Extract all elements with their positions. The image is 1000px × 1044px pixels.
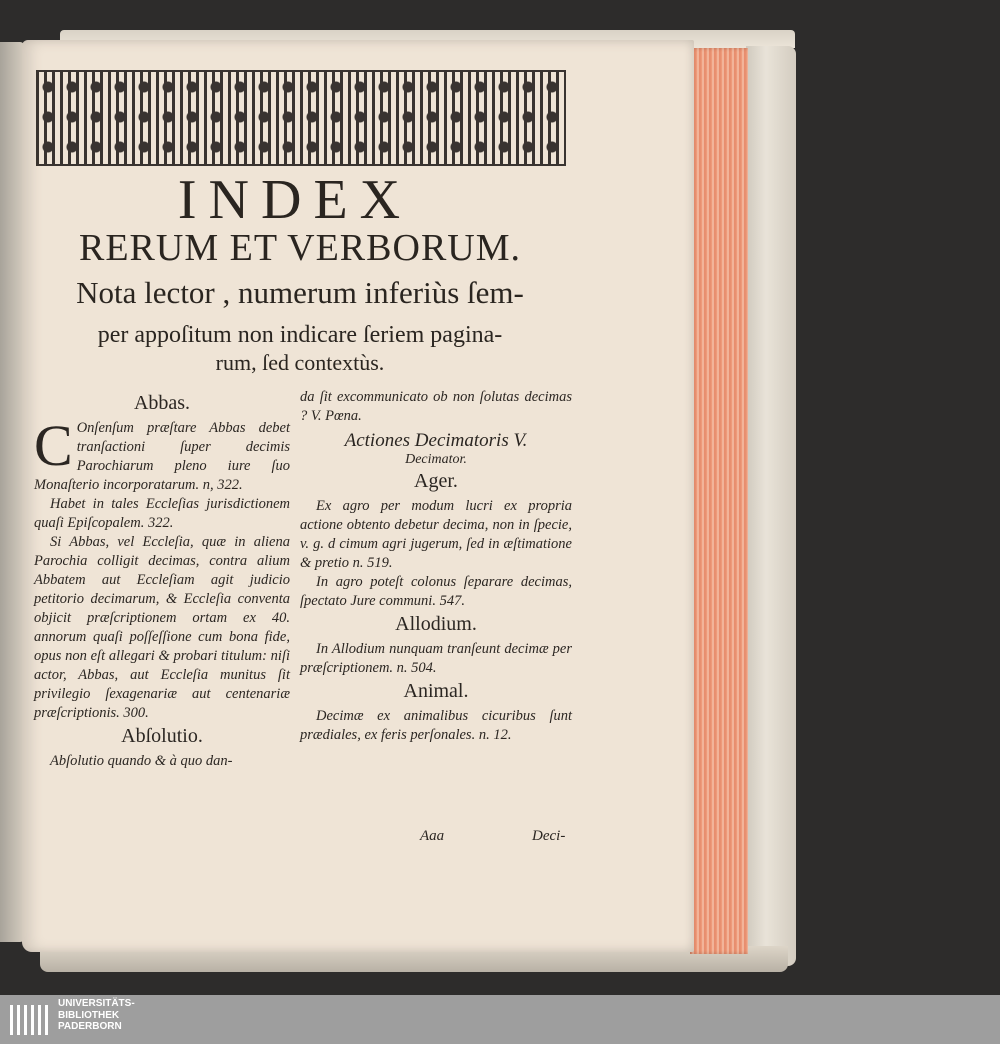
library-logo-icon: [10, 1005, 52, 1035]
left-column: [34, 390, 290, 771]
entry-text-abbas-3: Si Abbas, vel Eccleſia, quæ in aliena Parochia colligit decimas, contra alium Abbatem aut Eccleſiam agit judicio petitorio decimarum, & Eccleſia conventa objicit præſcriptionem ortam ex 40. annorum quaſi poſſeſſione cum bona fide, opus non eſt allegari & probari titulum: niſi actor, Abbas, aut Eccleſia munitus ſit privilegio ſexagenariæ aut centenariæ præſcriptionis. 300.: [34, 534, 290, 721]
entry-text-abbas-1: Onſenſum præſtare Abbas debet tranſactioni ſuper decimis Parochiarum pleno iure ſuo Monaſterio incorporatarum. n, 322.: [34, 420, 290, 493]
entry-text-absolutio: Abſolutio quando & à quo dan-: [50, 753, 233, 769]
entry-heading-absolutio: Abſolutio.: [121, 725, 203, 747]
catchword: Deci-: [532, 828, 566, 844]
library-name-line2: BIBLIOTHEK: [58, 1009, 120, 1021]
library-name: [58, 998, 135, 1033]
library-name-line3: PADERBORN: [58, 1021, 122, 1032]
index-subtitle: RERUM ET VERBORUM.: [78, 227, 522, 269]
entry-heading-actiones: Actiones Decimatoris V.: [344, 430, 528, 451]
reader-note-line1: Nota lector , numerum inferiùs ſem-: [76, 275, 524, 310]
library-footer-bar: [0, 995, 1000, 1044]
signature-mark: Aaa: [420, 828, 445, 844]
entry-heading-abbas: Abbas.: [133, 392, 191, 414]
entry-text: [34, 413, 290, 495]
library-name-line1: UNIVERSITÄTS-: [58, 998, 135, 1009]
red-page-edges: [690, 48, 748, 954]
reader-note-line3: rum, ſed contextùs.: [215, 350, 385, 375]
reader-note-line2: per appoſitum non indicare ſeriem pagina-: [97, 322, 503, 348]
entry-heading-animal: Animal.: [403, 680, 469, 702]
entry-crossref-decimator: Decimator.: [405, 452, 467, 467]
ornamental-header-band: [36, 70, 566, 166]
book-cover: [746, 46, 796, 966]
right-column: [300, 388, 572, 745]
entry-heading-ager: Ager.: [414, 470, 458, 492]
entry-text-animal: Decimæ ex animalibus cicuribus ſunt prædiales, ex feris perſonales. n. 12.: [300, 708, 572, 743]
facing-page-edge: [0, 42, 24, 942]
entry-text-ager-2: In agro poteſt colonus ſeparare decimas, ſpectato Jure communi. 547.: [300, 574, 572, 609]
entry-text-abbas-2: Habet in tales Eccleſias jurisdictionem quaſi Epiſcopalem. 322.: [34, 496, 290, 531]
entry-text-absolutio-cont: da ſit excommunicato ob non ſolutas decimas ? V. Pœna.: [300, 389, 572, 424]
entry-text-allodium: In Allodium nunquam tranſeunt decimæ per præſcriptionem. n. 504.: [300, 641, 572, 676]
entry-text-ager-1: Ex agro per modum lucri ex propria actione obtento debetur decima, non in ſpecie, v. g. d cimum agri jugerum, ſed in æſtimatione & pretio n. 519.: [300, 498, 572, 571]
entry-heading-allodium: Allodium.: [395, 613, 477, 635]
drop-capital: C: [34, 413, 73, 478]
index-title: INDEX: [177, 169, 413, 231]
